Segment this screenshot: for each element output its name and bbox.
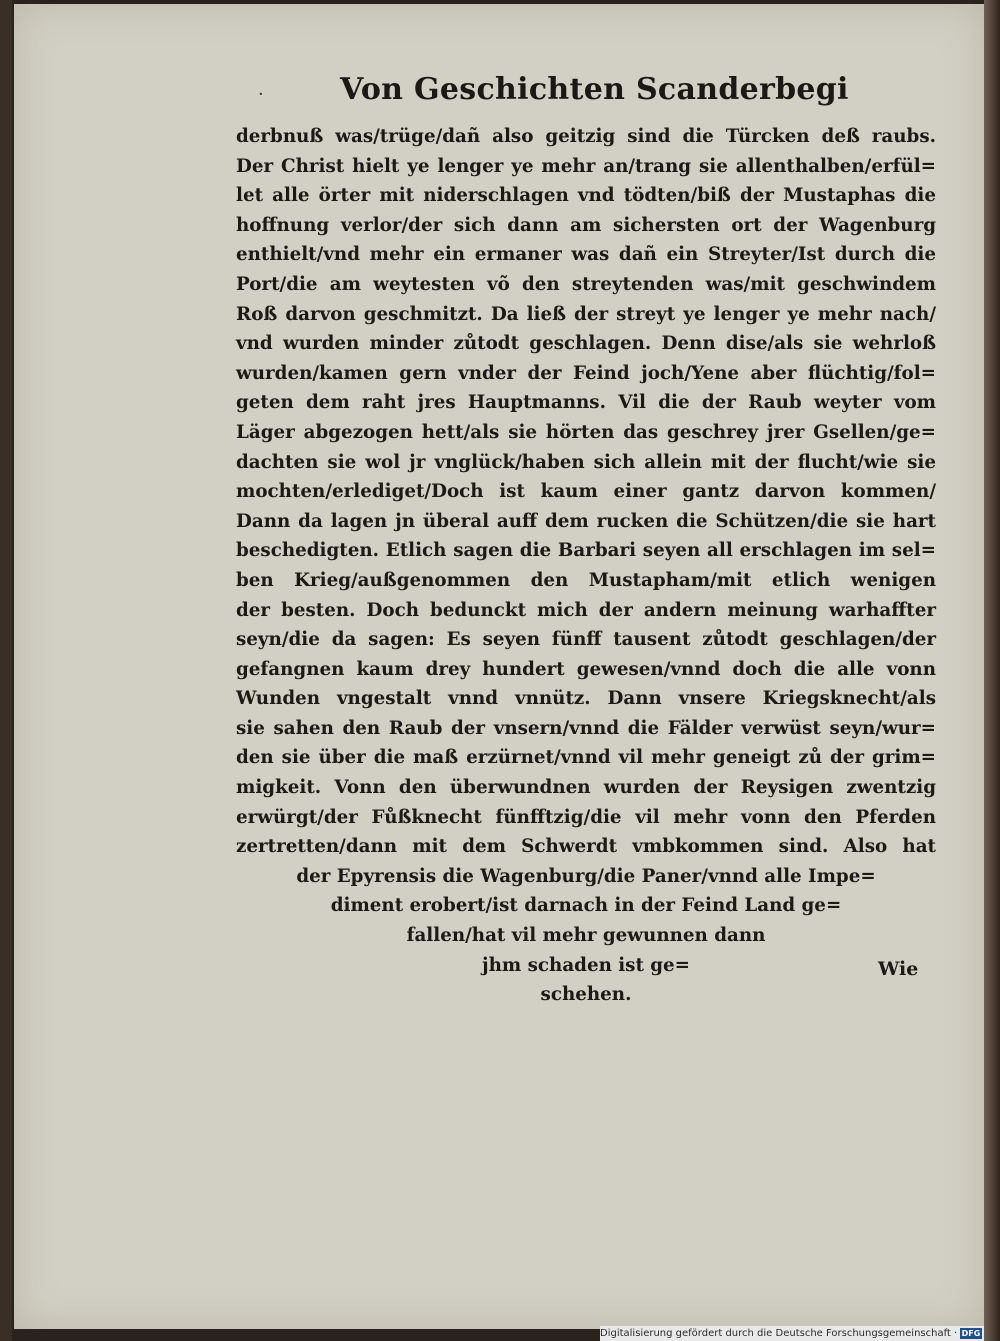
text-line: Läger abgezogen hett/als sie hörten das geschrey jrer Gsellen/ge= — [236, 421, 936, 443]
scan-border-left — [0, 0, 12, 1341]
text-line: vnd wurden minder zůtodt geschlagen. Denn dise/als sie wehrloß — [236, 333, 936, 355]
dfg-logo: DFG — [961, 1329, 981, 1338]
text-line-taper: fallen/hat vil mehr gewunnen dann — [406, 925, 766, 947]
text-line: let alle örter mit niderschlagen vnd tödten/biß der Mustaphas die — [236, 185, 936, 207]
text-line: Port/die am weytesten võ den streytenden was/mit geschwindem — [236, 273, 936, 295]
text-line-taper: der Epyrensis die Wagenburg/die Paner/vnnd alle Impe= — [296, 865, 876, 887]
text-line: Der Christ hielt ye lenger ye mehr an/trang sie allenthalben/erfül= — [236, 155, 936, 177]
text-line: Roß darvon geschmitzt. Da ließ der streyt ye lenger ye mehr nach/ — [236, 303, 936, 325]
text-line: seyn/die da sagen: Es seyen fünff tausent zůtodt geschlagen/der — [236, 629, 936, 651]
text-line: den sie über die maß erzürnet/vnnd vil mehr geneigt zů der grim= — [236, 747, 936, 769]
text-line: geten dem raht jres Hauptmanns. Vil die der Raub weyter vom — [236, 392, 936, 414]
text-line: dachten sie wol jr vnglück/haben sich allein mit der flucht/wie sie — [236, 451, 936, 473]
text-line: zertretten/dann mit dem Schwerdt vmbkommen sind. Also hat — [236, 836, 936, 858]
text-line: enthielt/vnd mehr ein ermaner was dañ ein Streyter/Ist durch die — [236, 244, 936, 266]
text-line: sie sahen den Raub der vnsern/vnnd die Fälder verwüst seyn/wur= — [236, 717, 936, 739]
text-line: ben Krieg/außgenommen den Mustapham/mit etlich wenigen — [236, 569, 936, 591]
text-line-taper: schehen. — [540, 984, 632, 1006]
text-line-taper: diment erobert/ist darnach in der Feind Land ge= — [330, 895, 842, 917]
text-line: Dann da lagen jn überal auff dem rucken die Schützen/die sie hart — [236, 510, 936, 532]
text-line-taper: jhm schaden ist ge= — [481, 954, 691, 976]
text-line: wurden/kamen gern vnder der Feind joch/Yene aber flüchtig/fol= — [236, 362, 936, 384]
text-line: gefangnen kaum drey hundert gewesen/vnnd doch die alle vonn — [236, 658, 936, 680]
text-line: der besten. Doch bedunckt mich der andern meinung warhaffter — [236, 599, 936, 621]
ink-mark: · — [258, 84, 264, 105]
text-line: hoffnung verlor/der sich dann am sichersten ort der Wagenburg — [236, 214, 936, 236]
text-line: migkeit. Vonn den überwundnen wurden der Reysigen zwentzig — [236, 777, 936, 799]
text-line: erwürgt/der Fůßknecht fünfftzig/die vil mehr vonn den Pferden — [236, 806, 936, 828]
text-line: derbnuß was/trüge/dañ also geitzig sind die Türcken deß raubs. — [236, 126, 936, 147]
digitization-credit: Digitalisierung gefördert durch die Deutsche Forschungsgemeinschaft · — [600, 1326, 984, 1341]
page-edge — [984, 0, 1000, 1341]
main-text-block — [236, 122, 936, 1010]
catchword: Wie — [878, 958, 919, 980]
text-line: Wunden vngestalt vnnd vnnütz. Dann vnsere Kriegsknecht/als — [236, 688, 936, 710]
text-line: mochten/erlediget/Doch ist kaum einer gantz darvon kommen/ — [236, 481, 936, 503]
text-line: beschedigten. Etlich sagen die Barbari seyen all erschlagen im sel= — [236, 540, 936, 562]
running-head: Von Geschichten Scanderbegi — [340, 72, 849, 107]
